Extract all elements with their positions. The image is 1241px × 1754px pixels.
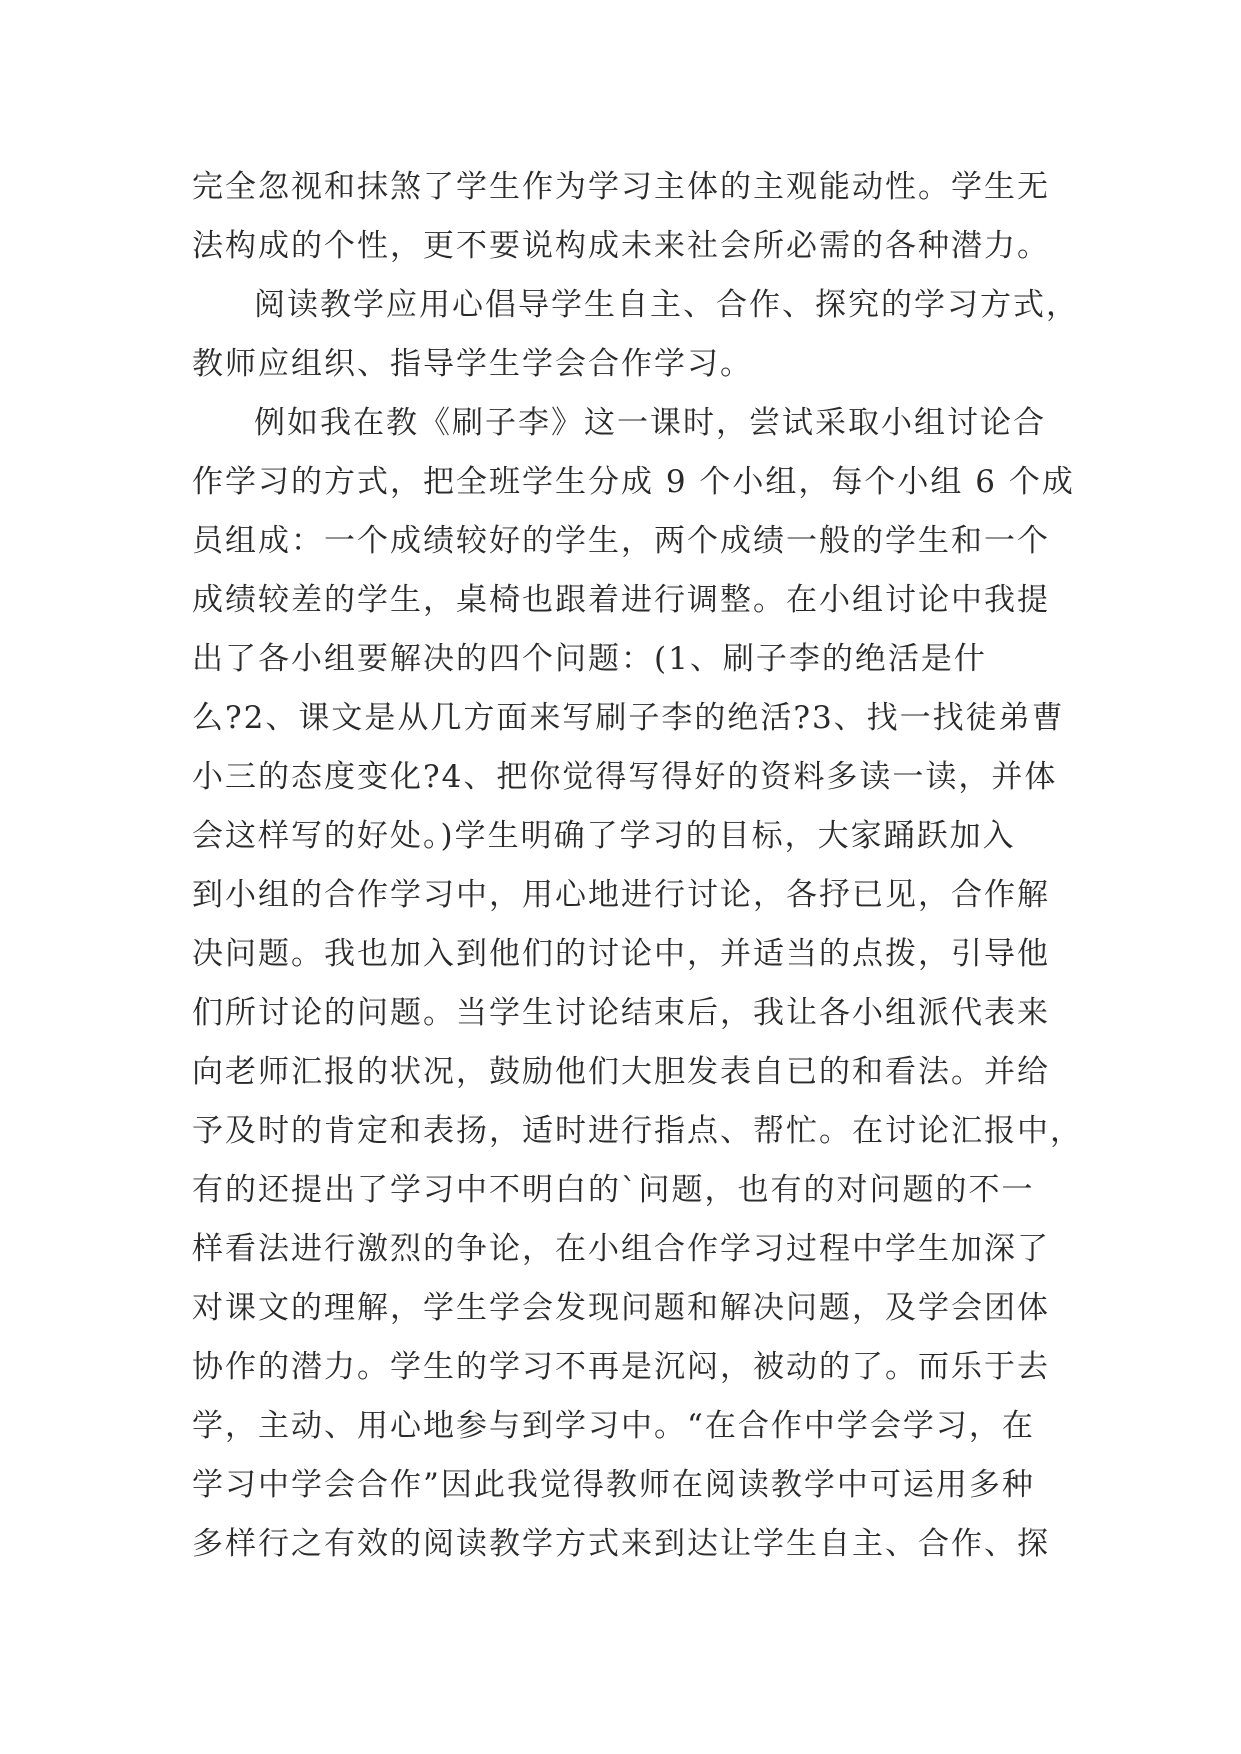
text-line: 完全忽视和抹煞了学生作为学习主体的主观能动性。学生无 xyxy=(192,169,1050,205)
text-line: 向老师汇报的状况，鼓励他们大胆发表自已的和看法。并给 xyxy=(192,1054,1050,1090)
text-line: 员组成：一个成绩较好的学生，两个成绩一般的学生和一个 xyxy=(192,523,1050,559)
text-line: 教师应组织、指导学生学会合作学习。 xyxy=(192,346,753,382)
text-line: 予及时的肯定和表扬，适时进行指点、帮忙。在讨论汇报中， xyxy=(192,1113,1083,1149)
text-line: 出了各小组要解决的四个问题：(1、刷子李的绝活是什 xyxy=(192,641,987,677)
text-line: 成绩较差的学生，桌椅也跟着进行调整。在小组讨论中我提 xyxy=(192,582,1050,618)
text-line: 小三的态度变化?4、把你觉得写得好的资料多读一读，并体 xyxy=(192,759,1058,795)
paragraph-start-line: 例如我在教《刷子李》这一课时，尝试采取小组讨论合 xyxy=(254,405,1046,441)
text-line: 决问题。我也加入到他们的讨论中，并适当的点拨，引导他 xyxy=(192,936,1050,972)
text-line: 们所讨论的问题。当学生讨论结束后，我让各小组派代表来 xyxy=(192,995,1050,1031)
text-line: 学，主动、用心地参与到学习中。“在合作中学会学习，在 xyxy=(192,1408,1035,1444)
text-line: 样看法进行激烈的争论，在小组合作学习过程中学生加深了 xyxy=(192,1231,1050,1267)
text-line: 法构成的个性，更不要说构成未来社会所必需的各种潜力。 xyxy=(192,228,1050,264)
text-line: 作学习的方式，把全班学生分成 9 个小组，每个小组 6 个成 xyxy=(192,464,1075,500)
text-line: 有的还提出了学习中不明白的`问题，也有的对问题的不一 xyxy=(192,1172,1035,1208)
text-line: 么?2、课文是从几方面来写刷子李的绝活?3、找一找徒弟曹 xyxy=(192,700,1065,736)
body-text xyxy=(192,158,1083,1574)
text-line: 会这样写的好处。)学生明确了学习的目标，大家踊跃加入 xyxy=(192,818,1016,854)
text-line: 学习中学会合作”因此我觉得教师在阅读教学中可运用多种 xyxy=(192,1467,1035,1503)
text-line: 多样行之有效的阅读教学方式来到达让学生自主、合作、探 xyxy=(192,1526,1050,1562)
paragraph-start-line: 阅读教学应用心倡导学生自主、合作、探究的学习方式， xyxy=(254,287,1079,323)
text-line: 到小组的合作学习中，用心地进行讨论，各抒已见，合作解 xyxy=(192,877,1050,913)
text-line: 协作的潜力。学生的学习不再是沉闷，被动的了。而乐于去 xyxy=(192,1349,1050,1385)
text-line: 对课文的理解，学生学会发现问题和解决问题，及学会团体 xyxy=(192,1290,1050,1326)
